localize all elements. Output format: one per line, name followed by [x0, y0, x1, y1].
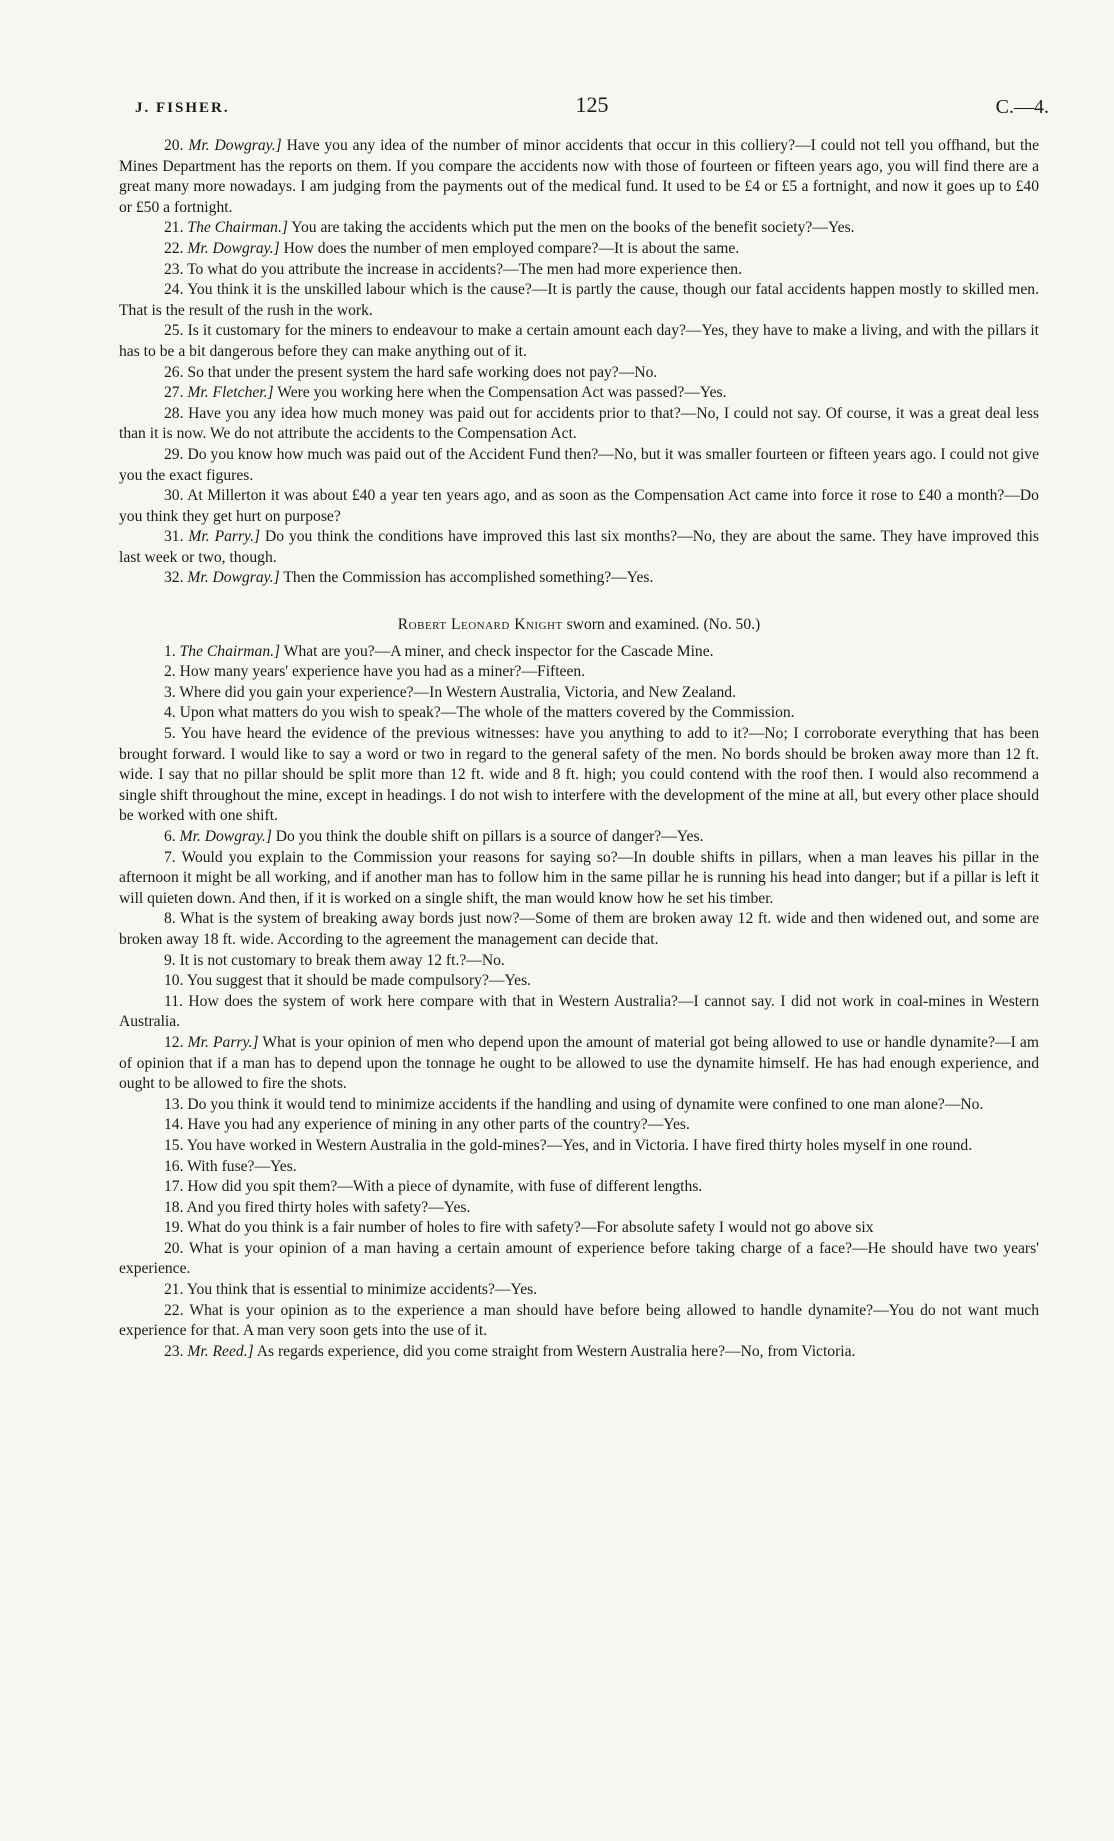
document-reference: C.—4. [995, 96, 1049, 118]
question-number: 11. [164, 992, 183, 1010]
question-number: 14. [164, 1116, 184, 1134]
question-paragraph [119, 280, 1039, 321]
question-number: 17. [164, 1178, 184, 1196]
evidence-text [119, 136, 1039, 1362]
question-number: 12. [164, 1033, 184, 1051]
question-text: Is it customary for the miners to endeavour to make a certain amount each day?—Yes, they have to make a living, and with the pillars it has to be a bit dangerous before they can make anything out of it. [119, 322, 1039, 360]
question-text: What is the system of breaking away bords just now?—Some of them are broken away 12 ft. wide and then widened out, and some are broken away 18 ft. wide. According to the agreement the management can decide that. [119, 910, 1039, 948]
question-paragraph [119, 971, 1039, 992]
question-paragraph [119, 1177, 1039, 1198]
question-number: 8. [164, 910, 176, 928]
question-number: 20. [164, 1239, 184, 1257]
question-number: 4. [164, 704, 176, 722]
question-paragraph [119, 1342, 1039, 1363]
question-number: 5. [164, 725, 176, 743]
question-text: Do you know how much was paid out of the Accident Fund then?—No, but it was smaller fourteen or fifteen years ago. I could not give you the exact figures. [119, 445, 1039, 484]
question-number: 22. [164, 239, 184, 257]
question-paragraph [119, 239, 1039, 260]
speaker-name: Mr. Dowgray.] [179, 828, 272, 845]
witness-number: (No. 50.) [703, 616, 761, 634]
speaker-name: Mr. Parry.] [187, 1033, 259, 1051]
question-text: At Millerton it was about £40 a year ten years ago, and as soon as the Compensation Act came into force it rose to £40 a month?—Do you think they get hurt on purpose? [119, 487, 1039, 525]
question-paragraph [119, 445, 1039, 486]
question-number: 18. [164, 1198, 184, 1216]
question-text: How did you spit them?—With a piece of dynamite, with fuse of different lengths. [187, 1178, 703, 1196]
question-number: 30. [164, 487, 184, 505]
question-paragraph [119, 383, 1039, 404]
question-paragraph [119, 486, 1039, 527]
question-paragraph [119, 404, 1039, 445]
question-text: Do you think the double shift on pillars is a source of danger?—Yes. [275, 828, 704, 845]
question-paragraph [119, 683, 1039, 704]
question-paragraph [119, 724, 1039, 827]
knight-evidence [119, 642, 1039, 1363]
question-text: With fuse?—Yes. [187, 1157, 297, 1175]
question-text: Have you had any experience of mining in any other parts of the country?—Yes. [187, 1116, 690, 1134]
question-text: Would you explain to the Commission your reasons for saying so?—In double shifts in pillars, when a man leaves his pillar in the afternoon it might be all working, and if another man has to follow him in the same pillar he is running his head into danger; but if a pillar is left it will quieten down. And then, if it is worked on a single shift, the man would know how he set his timber. [119, 848, 1039, 907]
question-number: 20. [164, 137, 184, 154]
question-paragraph [119, 827, 1039, 848]
question-number: 21. [164, 219, 184, 237]
question-paragraph [119, 1115, 1039, 1136]
question-text: What do you think is a fair number of holes to fire with safety?—For absolute safety I would not go above six [187, 1219, 874, 1237]
question-number: 19. [164, 1219, 184, 1237]
question-text: And you fired thirty holes with safety?—Yes. [186, 1198, 471, 1216]
question-text: Have you any idea how much money was paid out for accidents prior to that?—No, I could not say. Of course, it was a great deal less than it is now. We do not attribute the accidents to the Compensation Act. [119, 404, 1039, 443]
question-paragraph [119, 1239, 1039, 1280]
question-paragraph [119, 321, 1039, 362]
question-text: Were you working here when the Compensation Act was passed?—Yes. [277, 384, 727, 402]
question-text: What is your opinion of men who depend upon the amount of material got being allowed to use or handle dynamite?—I am of opinion that if a man has to depend upon the tonnage he ought to be allowed to use the dynamite himself. He has had enough experience, and ought to be allowed to fire the shots. [119, 1033, 1039, 1093]
question-number: 6. [164, 828, 176, 845]
question-text: Then the Commission has accomplished something?—Yes. [283, 569, 654, 587]
question-text: You think it is the unskilled labour which is the cause?—It is partly the cause, though our fatal accidents happen mostly to skilled men. That is the result of the rush in the work. [119, 281, 1039, 319]
question-paragraph [119, 527, 1039, 568]
question-text: As regards experience, did you come straight from Western Australia here?—No, from Victoria. [256, 1342, 856, 1360]
question-number: 10. [164, 972, 184, 990]
question-paragraph [119, 662, 1039, 683]
question-number: 1. [164, 642, 176, 660]
question-number: 15. [164, 1136, 184, 1154]
speaker-name: The Chairman.] [187, 219, 288, 237]
question-number: 22. [164, 1301, 184, 1319]
question-number: 13. [164, 1095, 184, 1113]
speaker-name: Mr. Parry.] [188, 528, 261, 546]
page-number: 125 [575, 92, 609, 117]
question-paragraph [119, 136, 1039, 218]
question-paragraph [119, 363, 1039, 384]
question-paragraph [119, 1280, 1039, 1301]
question-text: How many years' experience have you had as a miner?—Fifteen. [179, 663, 586, 681]
question-text: Where did you gain your experience?—In Western Australia, Victoria, and New Zealand. [179, 683, 736, 701]
question-number: 29. [164, 445, 184, 463]
question-paragraph [119, 568, 1039, 589]
witness-heading [119, 615, 1039, 636]
header-witness-name: J. FISHER. [135, 100, 230, 116]
question-text: Upon what matters do you wish to speak?—The whole of the matters covered by the Commission. [179, 704, 795, 722]
speaker-name: Mr. Dowgray.] [187, 239, 280, 257]
question-paragraph [119, 1033, 1039, 1095]
witness-sworn: sworn and examined. [562, 616, 704, 634]
question-paragraph [119, 218, 1039, 239]
question-number: 21. [164, 1281, 184, 1299]
question-text: What is your opinion as to the experience a man should have before being allowed to handle dynamite?—You do not want much experience for that. A man very soon gets into the use of it. [119, 1301, 1039, 1340]
question-number: 25. [164, 322, 184, 340]
question-text: How does the number of men employed compare?—It is about the same. [283, 239, 740, 257]
question-paragraph [119, 703, 1039, 724]
question-paragraph [119, 1095, 1039, 1116]
speaker-name: Mr. Dowgray.] [187, 569, 280, 587]
question-number: 3. [164, 683, 176, 701]
question-paragraph [119, 992, 1039, 1033]
question-text: Do you think the conditions have improved this last six months?—No, they are about the same. They have improved this last week or two, though. [119, 528, 1039, 566]
witness-name: Robert Leonard Knight [397, 616, 563, 634]
speaker-name: Mr. Dowgray.] [188, 137, 282, 154]
question-paragraph [119, 1301, 1039, 1342]
question-text: You are taking the accidents which put the men on the books of the benefit society?—Yes. [291, 219, 855, 237]
question-text: You have worked in Western Australia in the gold-mines?—Yes, and in Victoria. I have fired thirty holes myself in one round. [186, 1136, 973, 1154]
question-text: How does the system of work here compare with that in Western Australia?—I cannot say. I did not work in coal-mines in Western Australia. [119, 992, 1040, 1031]
question-paragraph [119, 1157, 1039, 1178]
question-text: To what do you attribute the increase in accidents?—The men had more experience then. [187, 260, 742, 278]
question-text: Have you any idea of the number of minor accidents that occur in this colliery?—I could not tell you offhand, but the Mines Department has the reports on them. If you compare the accidents now with those of fourteen or fifteen years ago, you will find there are a great many more nowadays. I am judging from the payments out of the medical fund. It used to be £4 or £5 a fortnight, and now it goes up to £40 or £50 a fortnight. [119, 137, 1040, 216]
question-number: 7. [164, 848, 176, 866]
page-header [135, 92, 1049, 126]
question-paragraph [119, 260, 1039, 281]
question-number: 26. [164, 363, 184, 381]
question-number: 31. [164, 528, 184, 546]
question-paragraph [119, 848, 1039, 910]
question-number: 23. [164, 260, 184, 278]
question-paragraph [119, 1218, 1039, 1239]
speaker-name: Mr. Reed.] [187, 1342, 254, 1360]
question-number: 9. [164, 951, 176, 969]
question-number: 27. [164, 384, 184, 402]
question-text: You suggest that it should be made compulsory?—Yes. [186, 972, 532, 990]
question-number: 16. [164, 1157, 184, 1175]
question-text: What is your opinion of a man having a certain amount of experience before taking charge of a face?—He should have two years' experience. [119, 1239, 1039, 1278]
question-paragraph [119, 1136, 1039, 1157]
question-number: 23. [164, 1342, 184, 1360]
question-number: 24. [164, 281, 184, 299]
question-text: You think that is essential to minimize accidents?—Yes. [186, 1281, 538, 1299]
speaker-name: Mr. Fletcher.] [187, 384, 274, 402]
question-paragraph [119, 642, 1039, 663]
fisher-evidence [119, 136, 1039, 589]
question-text: You have heard the evidence of the previous witnesses: have you anything to add to it?—No; I corroborate everything that has been brought forward. I would like to say a word or two in regard to the general safety of the men. No bords should be broken away more than 12 ft. wide. I say that no pillar should be split more than 12 ft. wide and 8 ft. high; you could contend with the roof then. I would also recommend a single shift throughout the mine, except in headings. I do not wish to interfere with the development of the mine at all, but every other place should be worked with one shift. [119, 725, 1039, 825]
question-text: Do you think it would tend to minimize accidents if the handling and using of dynamite were confined to one man alone?—No. [187, 1095, 984, 1113]
question-number: 28. [164, 404, 184, 422]
question-paragraph [119, 909, 1039, 950]
question-paragraph [119, 951, 1039, 972]
question-paragraph [119, 1198, 1039, 1219]
question-text: What are you?—A miner, and check inspector for the Cascade Mine. [283, 642, 714, 660]
question-number: 2. [164, 663, 176, 681]
speaker-name: The Chairman.] [179, 642, 281, 660]
question-number: 32. [164, 569, 184, 587]
question-text: So that under the present system the hard safe working does not pay?—No. [187, 363, 658, 381]
question-text: It is not customary to break them away 12 ft.?—No. [179, 951, 505, 969]
